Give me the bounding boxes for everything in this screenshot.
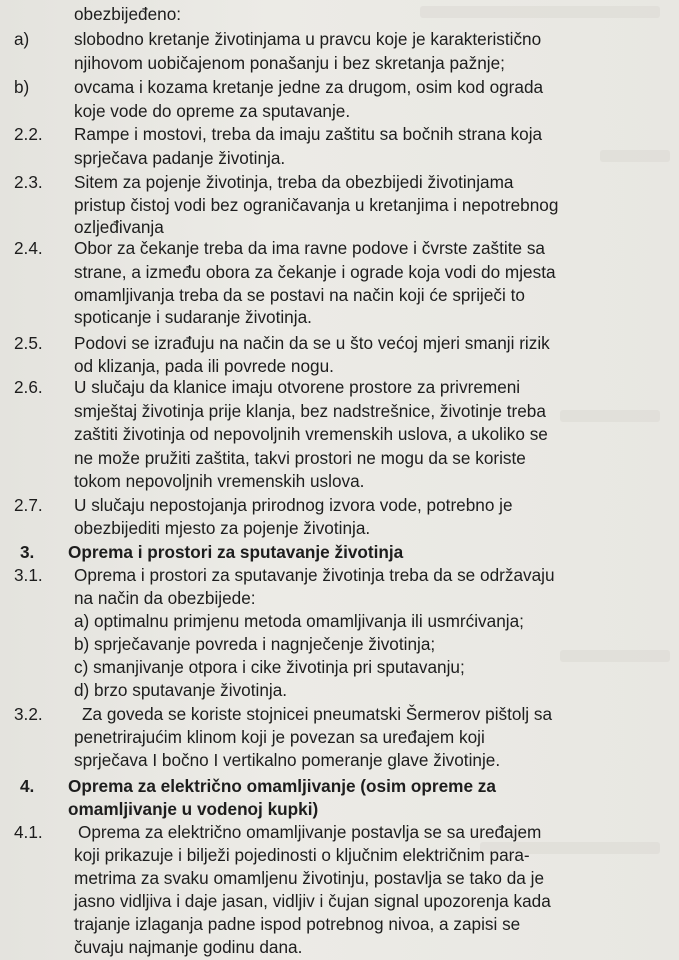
line-text: čuvaju najmanje godinu dana. bbox=[74, 937, 303, 957]
item-number: a) bbox=[14, 29, 30, 49]
line-text: b) sprječavanje povreda i nagnječenje životinja; bbox=[74, 634, 436, 654]
line-text: ozljeđivanja bbox=[74, 217, 164, 237]
line-text: Za goveda se koriste stojnicei pneumatski Šermerov pištolj sa bbox=[82, 704, 553, 724]
line-text: njihovom uobičajenom ponašanju i bez skretanja pažnje; bbox=[74, 53, 505, 73]
line-text: Podovi se izrađuju na način da se u što većoj mjeri smanji rizik bbox=[74, 333, 550, 353]
line-text: obezbijediti mjesto za pojenje životinja. bbox=[74, 518, 371, 538]
line-text: U slučaju nepostojanja prirodnog izvora vode, potrebno je bbox=[74, 495, 513, 515]
section-title: Oprema i prostori za sputavanje životinja bbox=[68, 542, 404, 562]
line-text: tokom nepovoljnih vremenskih uslova. bbox=[74, 471, 365, 491]
line-text: koje vode do opreme za sputavanje. bbox=[74, 101, 351, 121]
line-text: a) optimalnu primjenu metoda omamljivanja ili usmrćivanja; bbox=[74, 611, 524, 631]
line-text: ovcama i kozama kretanje jedne za drugom, osim kod ograda bbox=[74, 77, 544, 97]
item-number: 4. bbox=[20, 776, 35, 796]
item-number: 2.2. bbox=[14, 124, 43, 144]
section-title: omamljivanje u vodenoj kupki) bbox=[68, 799, 319, 819]
line-text: na način da obezbijede: bbox=[74, 588, 256, 608]
line-text: smještaj životinja prije klanja, bez nadstrešnice, životinje treba bbox=[74, 401, 546, 421]
line-text: zaštiti životinja od nepovoljnih vremenskih uslova, a ukoliko se bbox=[74, 424, 548, 444]
line-text: Oprema za električno omamljivanje postavlja se sa uređajem bbox=[78, 822, 542, 842]
line-text: penetrirajućim klinom koji je povezan sa uređajem koji bbox=[74, 727, 485, 747]
line-text: d) brzo sputavanje životinja. bbox=[74, 680, 288, 700]
line-text: sprječava padanje životinja. bbox=[74, 148, 286, 168]
item-number: 3. bbox=[20, 542, 35, 562]
line-text: metrima za svaku omamljenu životinju, postavlja se tako da je bbox=[74, 868, 545, 888]
line-text: pristup čistoj vodi bez ograničavanja u kretanjima i nepotrebnog bbox=[74, 195, 559, 215]
item-number: 2.6. bbox=[14, 377, 43, 397]
line-text: ne može pružiti zaštita, takvi prostori ne mogu da se koriste bbox=[74, 448, 526, 468]
line-text: Oprema i prostori za sputavanje životinja treba da se održavaju bbox=[74, 565, 555, 585]
line-text: obezbijeđeno: bbox=[74, 4, 182, 24]
item-number: b) bbox=[14, 77, 30, 97]
item-number: 2.4. bbox=[14, 238, 43, 258]
line-text: strane, a između obora za čekanje i ograde koja vodi do mjesta bbox=[74, 262, 556, 282]
line-text: slobodno kretanje životinjama u pravcu koje je karakteristično bbox=[74, 29, 542, 49]
item-number: 2.7. bbox=[14, 495, 43, 515]
line-text: U slučaju da klanice imaju otvorene prostore za privremeni bbox=[74, 377, 521, 397]
line-text: Sitem za pojenje životinja, treba da obezbijedi životinjama bbox=[74, 172, 514, 192]
item-number: 4.1. bbox=[14, 822, 43, 842]
line-text: jasno vidljiva i daje jasan, vidljiv i čujan signal upozorenja kada bbox=[74, 891, 551, 911]
line-text: omamljivanja treba da se postavi na način koji će spriječi to bbox=[74, 285, 525, 305]
line-text: trajanje izlaganja padne ispod potrebnog nivoa, a zapisi se bbox=[74, 914, 521, 934]
line-text: spoticanje i sudaranje životinja. bbox=[74, 307, 312, 327]
line-text: od klizanja, pada ili povrede nogu. bbox=[74, 356, 334, 376]
item-number: 3.1. bbox=[14, 565, 43, 585]
item-number: 2.5. bbox=[14, 333, 43, 353]
line-text: koji prikazuje i bilježi pojedinosti o ključnim električnim para- bbox=[74, 845, 530, 865]
line-text: Obor za čekanje treba da ima ravne podove i čvrste zaštite sa bbox=[74, 238, 545, 258]
section-title: Oprema za električno omamljivanje (osim opreme za bbox=[68, 776, 496, 796]
line-text: sprječava I bočno I vertikalno pomeranje glave životinje. bbox=[74, 750, 501, 770]
line-text: c) smanjivanje otpora i cike životinja pri sputavanju; bbox=[74, 657, 465, 677]
item-number: 3.2. bbox=[14, 704, 43, 724]
item-number: 2.3. bbox=[14, 172, 43, 192]
line-text: Rampe i mostovi, treba da imaju zaštitu sa bočnih strana koja bbox=[74, 124, 543, 144]
